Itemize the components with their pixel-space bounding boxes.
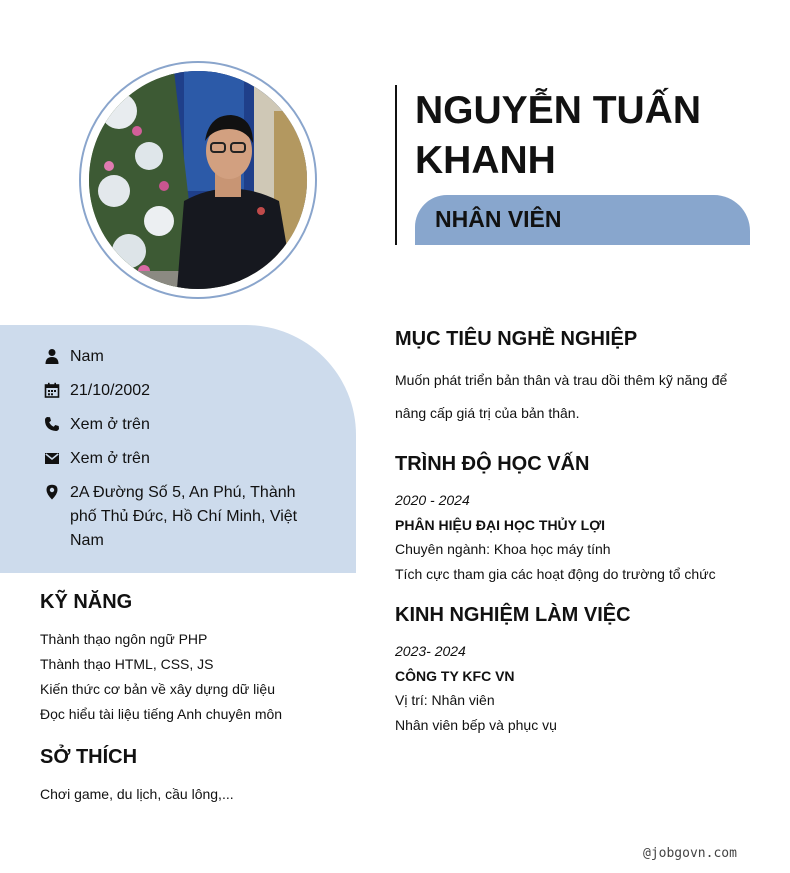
- mail-icon: [44, 450, 60, 466]
- education-major: Chuyên ngành: Khoa học máy tính: [395, 541, 611, 557]
- candidate-name-line1: NGUYỄN TUẤN: [415, 89, 702, 132]
- contact-phone: [44, 413, 304, 437]
- experience-company: CÔNG TY KFC VN: [395, 667, 515, 684]
- watermark: @jobgovn.com: [643, 846, 737, 861]
- education-note: Tích cực tham gia các hoạt động do trường tổ chức: [395, 565, 716, 582]
- objective-line: Muốn phát triển bản thân và trau dồi thêm kỹ năng để: [395, 372, 728, 388]
- skills-list: [40, 627, 282, 727]
- objective-text: [395, 364, 727, 430]
- education-heading: TRÌNH ĐỘ HỌC VẤN: [395, 453, 590, 475]
- contact-email: [44, 447, 304, 471]
- objective-heading: MỤC TIÊU NGHỀ NGHIỆP: [395, 328, 638, 350]
- contact-gender: [44, 345, 304, 369]
- education-entry: [395, 488, 716, 586]
- location-pin-icon: [44, 484, 60, 500]
- phone-icon: [44, 416, 60, 432]
- experience-entry: [395, 639, 557, 737]
- gender-value: Nam: [70, 348, 104, 365]
- hobbies-text: [40, 782, 234, 807]
- skill-item: Kiến thức cơ bản về xây dựng dữ liệu: [40, 681, 275, 697]
- experience-heading: KINH NGHIỆM LÀM VIỆC: [395, 604, 631, 626]
- skills-heading: KỸ NĂNG: [40, 591, 133, 613]
- role-title: NHÂN VIÊN: [435, 206, 562, 232]
- objective-line: nâng cấp giá trị của bản thân.: [395, 405, 580, 421]
- contact-birthdate: [44, 379, 304, 403]
- hobbies-value: Chơi game, du lịch, cầu lông,...: [40, 786, 234, 802]
- candidate-name-line2: KHANH: [415, 139, 556, 182]
- education-school: PHÂN HIỆU ĐẠI HỌC THỦY LỢI: [395, 516, 606, 533]
- profile-photo: [89, 71, 307, 289]
- contact-address: [44, 481, 304, 553]
- skill-item: Thành thạo ngôn ngữ PHP: [40, 631, 208, 647]
- birthdate-value: 21/10/2002: [70, 382, 151, 399]
- person-icon: [44, 348, 60, 364]
- email-value: Xem ở trên: [70, 450, 150, 467]
- education-period: 2020 - 2024: [395, 492, 470, 508]
- calendar-icon: [44, 382, 60, 398]
- name-divider: [395, 85, 397, 245]
- experience-period: 2023- 2024: [395, 643, 466, 659]
- experience-position: Vị trí: Nhân viên: [395, 692, 495, 708]
- skill-item: Thành thạo HTML, CSS, JS: [40, 656, 214, 672]
- candidate-name: [415, 86, 755, 186]
- experience-duty: Nhân viên bếp và phục vụ: [395, 716, 557, 733]
- skill-item: Đọc hiểu tài liệu tiếng Anh chuyên môn: [40, 706, 283, 722]
- address-value: 2A Đường Số 5, An Phú, Thành phố Thủ Đức, Hồ Chí Minh, Việt Nam: [70, 484, 298, 549]
- hobbies-heading: SỞ THÍCH: [40, 746, 138, 768]
- profile-photo-frame: [79, 61, 317, 299]
- phone-value: Xem ở trên: [70, 416, 150, 433]
- role-badge: [415, 195, 750, 245]
